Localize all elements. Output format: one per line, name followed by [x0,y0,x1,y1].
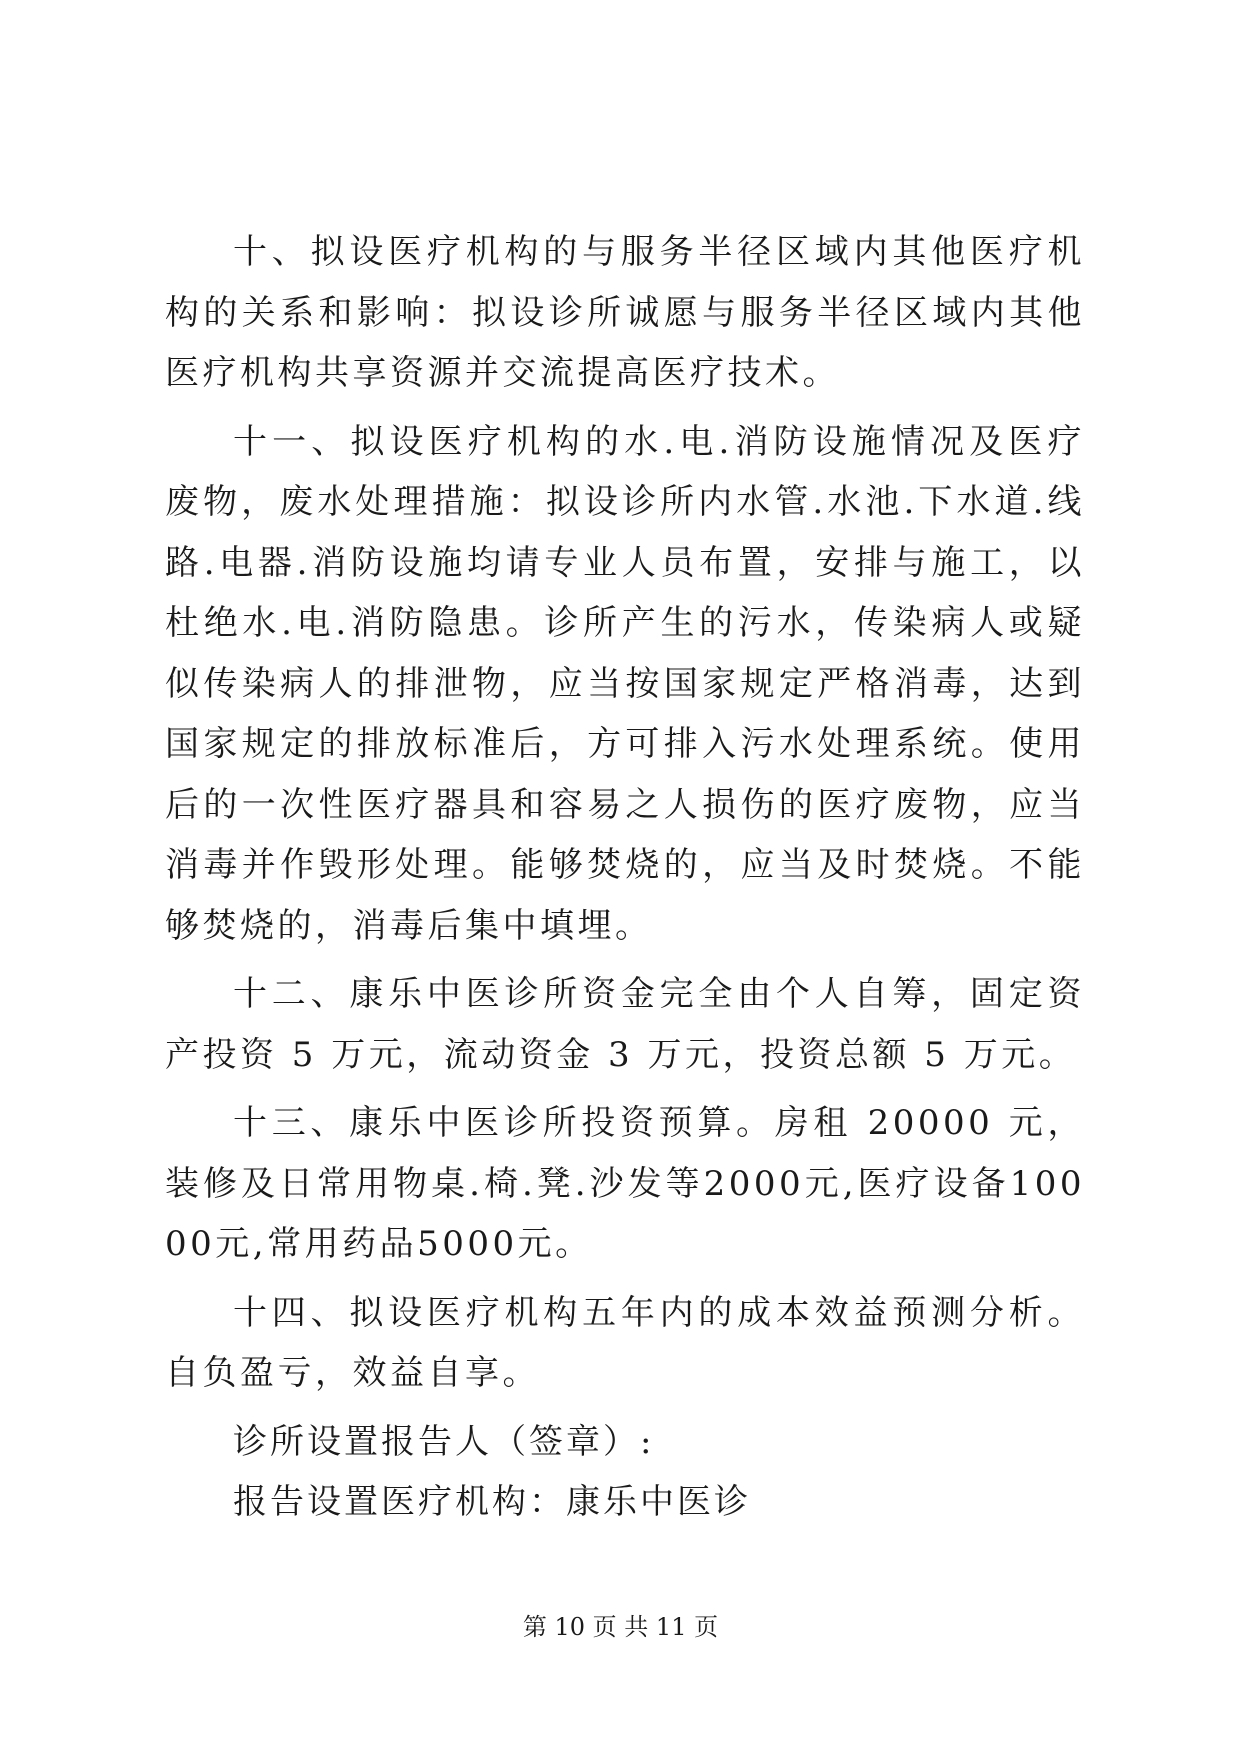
paragraph-section-11: 十一、拟设医疗机构的水.电.消防设施情况及医疗废物，废水处理措施：拟设诊所内水管.水池.下水道.线路.电器.消防设施均请专业人员布置，安排与施工，以杜绝水.电.消防隐患。诊所产生的污水，传染病人或疑似传染病人的排泄物，应当按国家规定严格消毒，达到国家规定的排放标准后，方可排入污水处理系统。使用后的一次性医疗器具和容易之人损伤的医疗废物，应当消毒并作毁形处理。能够焚烧的，应当及时焚烧。不能够焚烧的，消毒后集中填埋。 [165,421,1085,946]
document-body [165,222,1085,1532]
signature-reporter-line: 诊所设置报告人（签章）: [233,1421,655,1462]
paragraph-section-12: 十二、康乐中医诊所资金完全由个人自筹，固定资产投资 5 万元，流动资金 3 万元，投资总额 5 万元。 [165,974,1085,1075]
paragraph-section-10: 十、拟设医疗机构的与服务半径区域内其他医疗机构的关系和影响：拟设诊所诚愿与服务半径区域内其他医疗机构共享资源并交流提高医疗技术。 [165,232,1085,393]
page-number-footer: 第 10 页 共 11 页 [522,1613,719,1641]
paragraph-section-14: 十四、拟设医疗机构五年内的成本效益预测分析。自负盈亏，效益自享。 [165,1292,1085,1393]
signature-institution-line: 报告设置医疗机构：康乐中医诊 [233,1481,751,1522]
paragraph-section-13: 十三、康乐中医诊所投资预算。房租 20000 元，装修及日常用物桌.椅.凳.沙发等2000元,医疗设备10000元,常用药品5000元。 [165,1103,1085,1264]
